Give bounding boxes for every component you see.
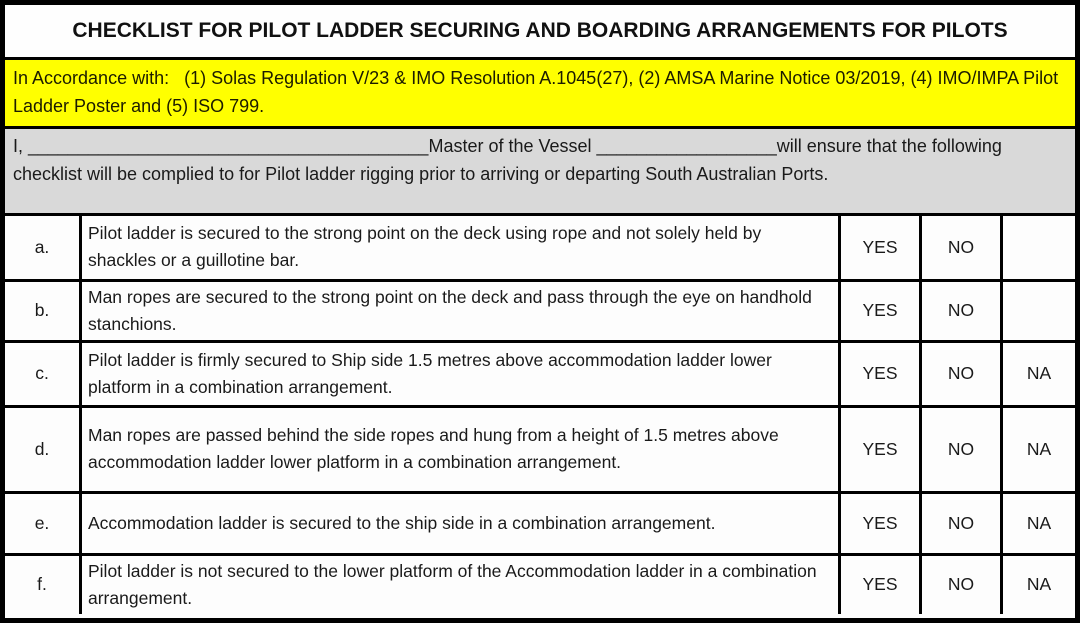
row-letter: b. <box>5 280 81 341</box>
row-question: Pilot ladder is firmly secured to Ship side 1.5 metres above accommodation ladder lower platform in a combination arrangement. <box>81 341 840 406</box>
document-title-row <box>5 5 1075 60</box>
yes-option[interactable]: YES <box>840 341 921 406</box>
no-option[interactable]: NO <box>921 554 1002 614</box>
checklist-row-d <box>5 406 1075 492</box>
na-option[interactable]: NA <box>1002 554 1076 614</box>
row-question: Accommodation ladder is secured to the ship side in a combination arrangement. <box>81 492 840 554</box>
yes-option[interactable]: YES <box>840 492 921 554</box>
no-option[interactable]: NO <box>921 492 1002 554</box>
accordance-note: In Accordance with: (1) Solas Regulation V/23 & IMO Resolution A.1045(27), (2) AMSA Marine Notice 03/2019, (4) IMO/IMPA Pilot Ladder Poster and (5) ISO 799. <box>5 60 1075 129</box>
checklist-row-c <box>5 341 1075 406</box>
row-letter: e. <box>5 492 81 554</box>
row-letter: d. <box>5 406 81 492</box>
na-option[interactable]: NA <box>1002 406 1076 492</box>
row-question: Pilot ladder is secured to the strong point on the deck using rope and not solely held by shackles or a guillotine bar. <box>81 216 840 280</box>
declaration-prefix: I, <box>13 136 29 156</box>
checklist-row-f <box>5 554 1075 614</box>
no-option[interactable]: NO <box>921 280 1002 341</box>
na-option[interactable]: NA <box>1002 492 1076 554</box>
row-question: Pilot ladder is not secured to the lower platform of the Accommodation ladder in a combination arrangement. <box>81 554 840 614</box>
row-question: Man ropes are passed behind the side ropes and hung from a height of 1.5 metres above accommodation ladder lower platform in a combination arrangement. <box>81 406 840 492</box>
declaration-suffix: will ensure that the following checklist will be complied to for Pilot ladder rigging prior to arriving or departing South Australian Ports. <box>13 136 1002 184</box>
checklist-table <box>5 216 1075 614</box>
checklist-row-a <box>5 216 1075 280</box>
no-option[interactable]: NO <box>921 406 1002 492</box>
yes-option[interactable]: YES <box>840 554 921 614</box>
na-option[interactable]: NA <box>1002 341 1076 406</box>
row-letter: f. <box>5 554 81 614</box>
no-option[interactable]: NO <box>921 341 1002 406</box>
checklist-row-b <box>5 280 1075 341</box>
master-name-blank[interactable]: ________________________________________ <box>28 136 429 156</box>
na-option[interactable] <box>1002 280 1076 341</box>
vessel-name-blank[interactable]: __________________ <box>596 136 777 156</box>
row-question: Man ropes are secured to the strong point on the deck and pass through the eye on handhold stanchions. <box>81 280 840 341</box>
yes-option[interactable]: YES <box>840 216 921 280</box>
declaration-middle: Master of the Vessel <box>428 136 597 156</box>
yes-option[interactable]: YES <box>840 280 921 341</box>
no-option[interactable]: NO <box>921 216 1002 280</box>
document-title: CHECKLIST FOR PILOT LADDER SECURING AND BOARDING ARRANGEMENTS FOR PILOTS <box>72 19 1008 42</box>
declaration-paragraph <box>5 129 1075 216</box>
na-option[interactable] <box>1002 216 1076 280</box>
checklist-row-e <box>5 492 1075 554</box>
row-letter: c. <box>5 341 81 406</box>
yes-option[interactable]: YES <box>840 406 921 492</box>
row-letter: a. <box>5 216 81 280</box>
